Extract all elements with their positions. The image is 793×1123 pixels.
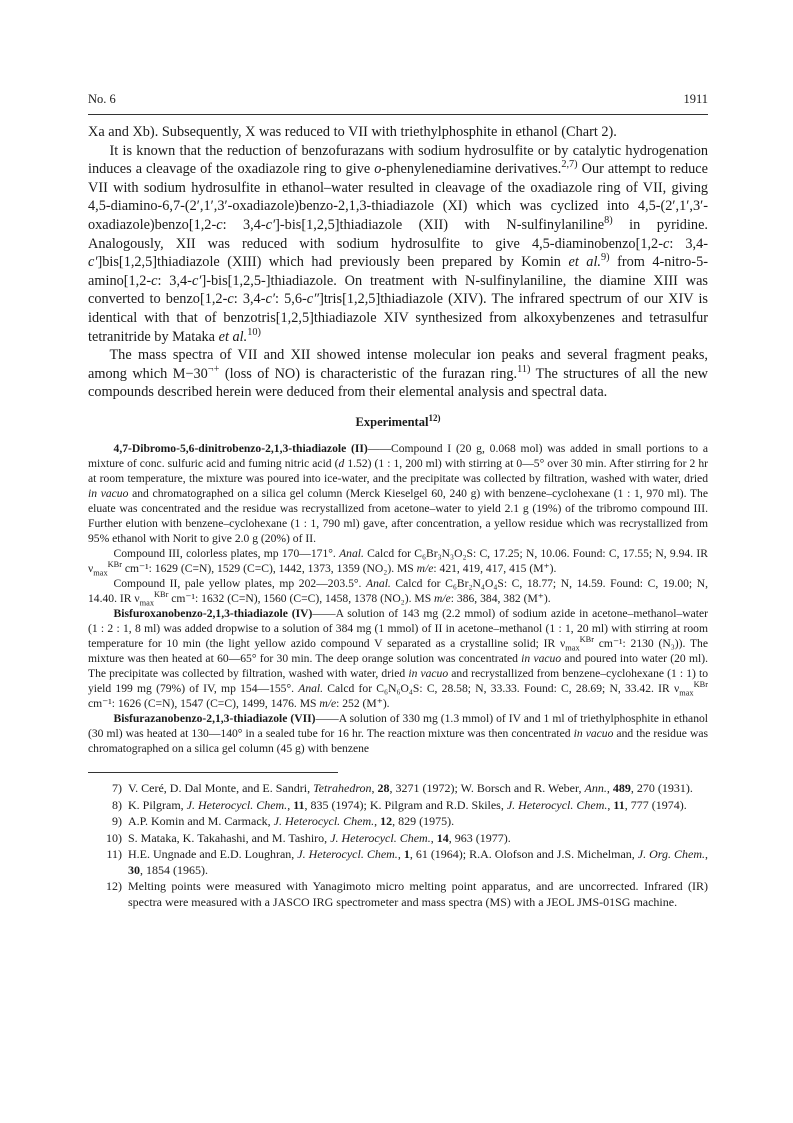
- page: [88, 92, 708, 912]
- exp-compound-ii: 4,7-Dibromo-5,6-dinitrobenzo-2,1,3-thiadiazole (II)——Compound I (20 g, 0.068 mol) was added in small portions to a mixture of conc. sulfuric acid and fuming nitric acid (d 1.52) (1 : 1, 200 ml) with stirring at 0—5° over 30 min. After stirring for 2 hr at room temperature, the mixture was poured into ice-water, and the precipitate was collected by filtration, washed with water, dried in vacuo and chromatographed on a silica gel column (Merck Kieselgel 60, 240 g) with benzene–cyclohexane (1 : 1, 970 ml). The eluate was concentrated and the residue was recrystallized from acetone–water to yield 2.1 g (19%) of the tribromo compound III. Further elution with benzene–cyclohexane (1 : 1, 790 ml) gave, after concentration, a yellow residue which was recrystallized from 95% ethanol with Norit to give 2.0 g (20%) of II.: [88, 441, 709, 545]
- reference-item: 9) A.P. Komin and M. Carmack, J. Heterocycl. Chem., 12, 829 (1975).: [112, 814, 455, 829]
- reference-item: 7) V. Ceré, D. Dal Monte, and E. Sandri, Tetrahedron, 28, 3271 (1972); W. Borsch and R. Weber, Ann., 489, 270 (1931).: [112, 780, 693, 795]
- paragraph-2: It is known that the reduction of benzofurazans with sodium hydrosulfite or by catalytic hydrogenation induces a cleavage of the oxadiazole ring to give o-phenylenediamine derivatives.$^{2,7)}$ Our attempt to reduce VII with sodium hydrosulfite in ethanol–water resulted in cleavage of the oxadiazole ring of VII, giving 4,5-diamino-6,7-(2′,1′,3′-oxadiazole)benzo-2,1,3-thiadiazole (XI) which was cyclized into 4,5-(2′,1′,3′-oxadiazole)benzo[1,2-c: 3,4-c′]-bis[1,2,5]thiadiazole (XII) with N-sulfinylaniline$^{8)}$ in pyridine. Analogously, XII was reduced with sodium hydrosulfite to give 4,5-diaminobenzo[1,2-c: 3,4-c′]bis[1,2,5]thiadiazole (XIII) which had previously been prepared by Komin et al.$^{9)}$ from 4-nitro-5-amino[1,2-c: 3,4-c′]-bis[1,2,5-]thiadiazole. On treatment with N-sulfinylaniline, the diamine XIII was converted to benzo[1,2-c: 3,4-c′: 5,6-c″]tris[1,2,5]thiadiazole (XIV). The infrared spectrum of our XIV is identical with that of benzotris[1,2,5]thiadiazole XIV synthesized from alkoxybenzenes and tetrasulfur tetranitride by Mataka et al.$^{10)}$: [88, 142, 709, 345]
- exp-compound-ii-data: Compound II, pale yellow plates, mp 202—203.5°. Anal. Calcd for C₆Br₂N₄O₄S: C, 18.77; N, 14.59. Found: C, 19.00; N, 14.40. IR $\nu_{max}^{KBr}$ cm⁻¹: 1632 (C=N), 1560 (C=C), 1458, 1378 (NO₂). MS m/e: 386, 384, 382 (M⁺).: [88, 576, 708, 608]
- issue-number: No. 6: [88, 92, 116, 106]
- page-header: [88, 92, 708, 110]
- exp-compound-iv: Bisfuroxanobenzo-2,1,3-thiadiazole (IV)——A solution of 143 mg (2.2 mmol) of sodium azide in acetone–methanol–water (1 : 2 : 1, 8 ml) was added dropwise to a solution of 384 mg (1 mmol) of II in acetone–methanol (1 : 1, 20 ml) with stirring at room temperature for 10 min (the light yellow azido compound V separated as a crystalline solid; IR $\nu_{max}^{KBr}$ cm⁻¹: 2130 (N₃)). The mixture was then heated at 60—65° for 30 min. The deep orange solution was concentrated in vacuo and poured into water (20 ml). The precipitate was collected by filtration, washed with water, dried in vacuo and recrystallized from benzene–cyclohexane (1 : 1) to yield 199 mg (79%) of IV, mp 154—155°. Anal. Calcd for C₆N₆O₄S: C, 28.58; N, 33.33. Found: C, 28.69; N, 33.42. IR $\nu_{max}^{KBr}$ cm⁻¹: 1626 (C=N), 1547 (C=C), 1499, 1476. MS m/e: 252 (M⁺).: [88, 606, 708, 710]
- reference-item: 8) K. Pilgram, J. Heterocycl. Chem., 11, 835 (1974); K. Pilgram and R.D. Skiles, J. Heterocycl. Chem., 11, 777 (1974).: [112, 797, 687, 812]
- page-number: 1911: [683, 92, 708, 106]
- paragraph-1: Xa and Xb). Subsequently, X was reduced to VII with triethylphosphite in ethanol (Chart 2).: [88, 124, 617, 140]
- experimental-section: [88, 441, 708, 756]
- experimental-heading: Experimental$^{12)}$: [355, 412, 441, 429]
- references: [88, 781, 708, 911]
- main-text: [88, 123, 708, 402]
- header-rule: [88, 114, 708, 115]
- footnote-rule: [88, 772, 338, 773]
- exp-compound-iii-data: Compound III, colorless plates, mp 170—171°. Anal. Calcd for C₆Br₃N₃O₂S: C, 17.25; N, 10.06. Found: C, 17.55; N, 9.94. IR $\nu_{max}^{KBr}$ cm⁻¹: 1629 (C=N), 1529 (C=C), 1442, 1373, 1359 (NO₂). MS m/e: 421, 419, 417, 415 (M⁺).: [88, 546, 708, 578]
- exp-compound-vii: Bisfurazanobenzo-2,1,3-thiadiazole (VII)——A solution of 330 mg (1.3 mmol) of IV and 1 ml of triethylphosphite in ethanol (30 ml) was heated at 130—140° in a sealed tube for 16 hr. The reaction mixture was then concentrated in vacuo and the residue was chromatographed on a silica gel column (45 g) with benzene: [88, 711, 709, 755]
- paragraph-3: The mass spectra of VII and XII showed intense molecular ion peaks and several fragment peaks, among which M−30¬+ (loss of NO) is characteristic of the furazan ring.$^{11)}$ The structures of all the new compounds described herein were deduced from their elemental analysis and spectral data.: [88, 347, 708, 401]
- reference-item: 11) H.E. Ungnade and E.D. Loughran, J. Heterocycl. Chem., 1, 61 (1964); R.A. Olofson and J.S. Michelman, J. Org. Chem., 30, 1854 (1965).: [106, 847, 709, 877]
- reference-item: 10) S. Mataka, K. Takahashi, and M. Tashiro, J. Heterocycl. Chem., 14, 963 (1977).: [106, 830, 511, 845]
- reference-item: 12) Melting points were measured with Yanagimoto micro melting point apparatus, and are uncorrected. Infrared (IR) spectra were measured with a JASCO IRG spectrometer and mass spectra (MS) with a JEOL JMS-01SG machine.: [106, 879, 708, 910]
